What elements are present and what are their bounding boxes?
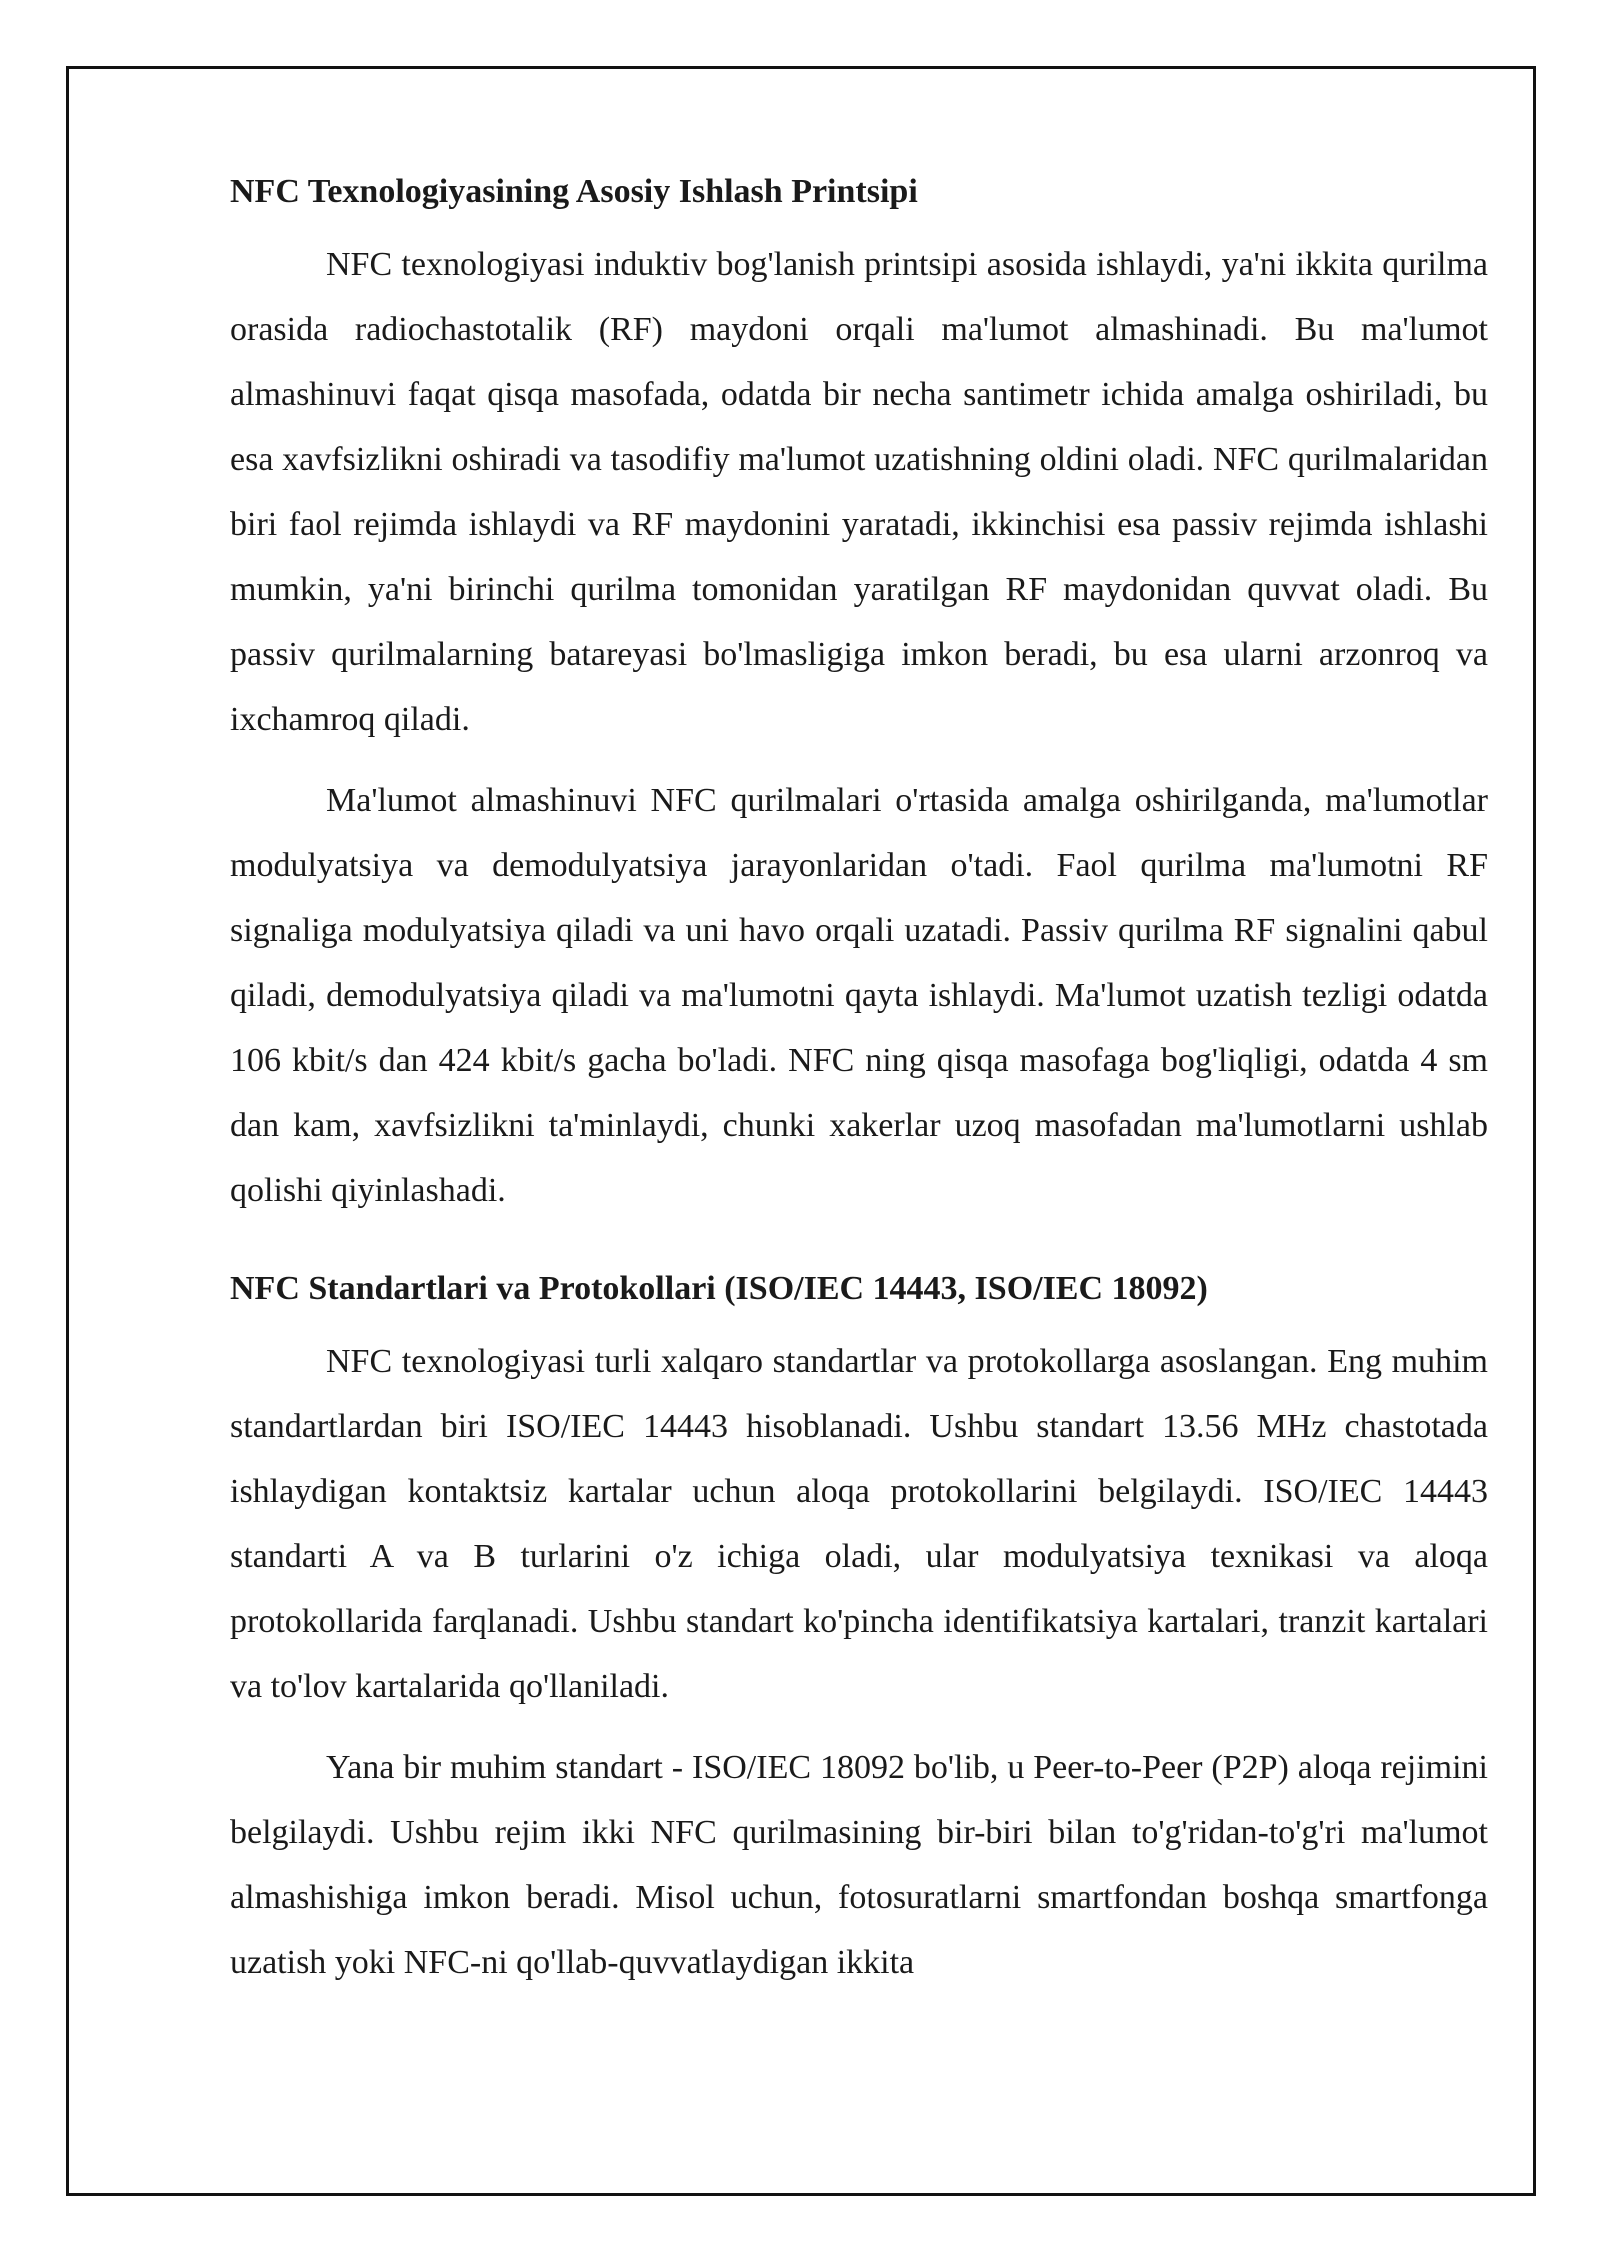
paragraph-working-principle-1: NFC texnologiyasi induktiv bog'lanish printsipi asosida ishlaydi, ya'ni ikkita qurilma orasida radiochastotalik (RF) maydoni orqali ma'lumot almashinadi. Bu ma'lumot almashinuvi faqat qisqa masofada, odatda bir necha santimetr ichida amalga oshiriladi, bu esa xavfsizlikni oshiradi va tasodifiy ma'lumot uzatishning oldini oladi. NFC qurilmalaridan biri faol rejimda ishlaydi va RF maydonini yaratadi, ikkinchisi esa passiv rejimda ishlashi mumkin, ya'ni birinchi qurilma tomonidan yaratilgan RF maydonidan quvvat oladi. Bu passiv qurilmalarning batareyasi bo'lmasligiga imkon beradi, bu esa ularni arzonroq va ixchamroq qiladi.	[230, 246, 1488, 738]
paragraph-standards-1: NFC texnologiyasi turli xalqaro standartlar va protokollarga asoslangan. Eng muhim standartlardan biri ISO/IEC 14443 hisoblanadi. Ushbu standart 13.56 MHz chastotada ishlaydigan kontaktsiz kartalar uchun aloqa protokollarini belgilaydi. ISO/IEC 14443 standarti A va B turlarini o'z ichiga oladi, ular modulyatsiya texnikasi va aloqa protokollarida farqlanadi. Ushbu standart ko'pincha identifikatsiya kartalari, tranzit kartalari va to'lov kartalarida qo'llaniladi.	[230, 1343, 1488, 1705]
section-heading-working-principle: NFC Texnologiyasining Asosiy Ishlash Printsipi	[230, 173, 918, 210]
paragraph-working-principle-2: Ma'lumot almashinuvi NFC qurilmalari o'rtasida amalga oshirilganda, ma'lumotlar modulyatsiya va demodulyatsiya jarayonlaridan o'tadi. Faol qurilma ma'lumotni RF signaliga modulyatsiya qiladi va uni havo orqali uzatadi. Passiv qurilma RF signalini qabul qiladi, demodulyatsiya qiladi va ma'lumotni qayta ishlaydi. Ma'lumot uzatish tezligi odatda 106 kbit/s dan 424 kbit/s gacha bo'ladi. NFC ning qisqa masofaga bog'liqligi, odatda 4 sm dan kam, xavfsizlikni ta'minlaydi, chunki xakerlar uzoq masofadan ma'lumotlarni ushlab qolishi qiyinlashadi.	[230, 782, 1488, 1209]
section-heading-standards: NFC Standartlari va Protokollari (ISO/IEC 14443, ISO/IEC 18092)	[230, 1270, 1208, 1307]
paragraph-standards-2: Yana bir muhim standart - ISO/IEC 18092 bo'lib, u Peer-to-Peer (P2P) aloqa rejimini belgilaydi. Ushbu rejim ikki NFC qurilmasining bir-biri bilan to'g'ridan-to'g'ri ma'lumot almashishiga imkon beradi. Misol uchun, fotosuratlarni smartfondan boshqa smartfonga uzatish yoki NFC-ni qo'llab-quvvatlaydigan ikkita	[230, 1749, 1488, 1981]
document-body	[230, 170, 1488, 2011]
